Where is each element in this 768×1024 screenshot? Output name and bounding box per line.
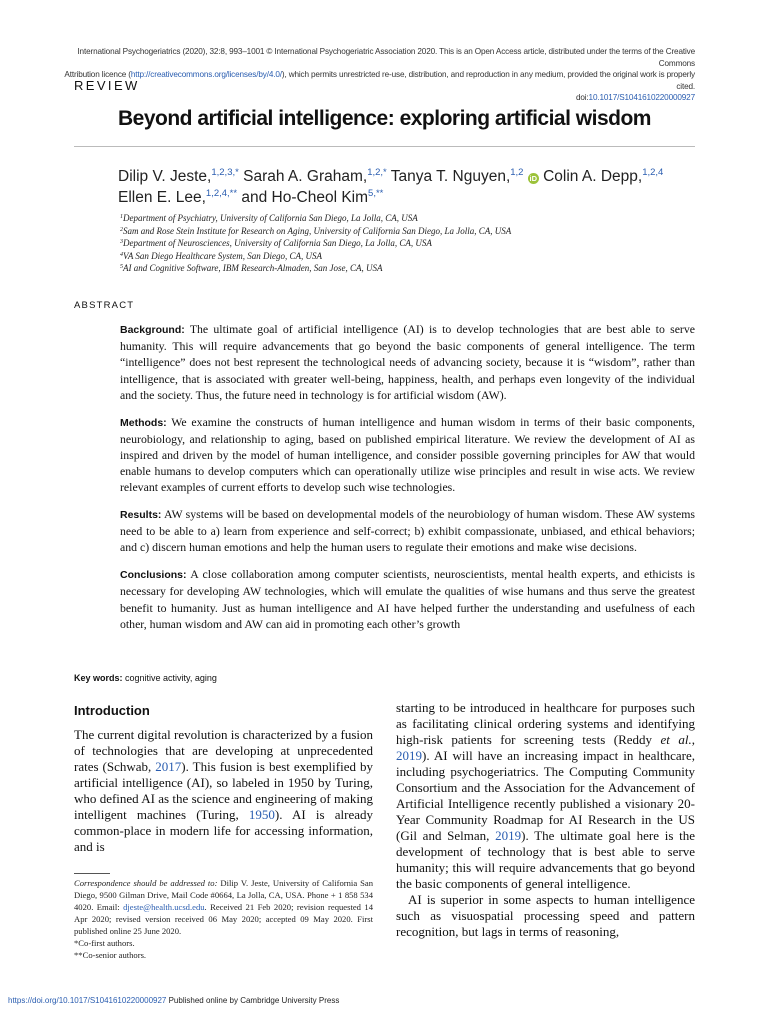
affiliation-number: 5	[120, 264, 123, 270]
affiliation-number: 1	[120, 214, 123, 220]
affiliation-text: Sam and Rose Stein Institute for Research on Aging, University of California San Diego, La Jolla, CA, USA	[123, 225, 512, 236]
author	[543, 168, 663, 185]
license-link[interactable]: http://creativecommons.org/licenses/by/4.0/	[130, 70, 282, 79]
email-link[interactable]: djeste@health.ucsd.edu	[123, 902, 205, 912]
license-text-post: ), which permits unrestricted re-use, distribution, and reproduction in any medium, provided the original work is properly cited.	[281, 70, 695, 91]
orcid-icon[interactable]: iD	[529, 174, 538, 183]
abstract-body	[120, 321, 695, 642]
body-text-italic: et al.	[660, 732, 692, 747]
keywords-text: cognitive activity, aging	[125, 673, 217, 683]
right-column	[396, 700, 695, 940]
author	[118, 168, 239, 185]
author	[118, 189, 237, 206]
author-affiliation-ref[interactable]: 5,**	[368, 188, 384, 199]
author-list	[118, 166, 708, 208]
author	[241, 189, 383, 206]
author-affiliation-ref[interactable]: 1,2,3,*	[211, 167, 239, 178]
license-text-pre: Attribution licence (	[64, 70, 131, 79]
author-name: and Ho-Cheol Kim	[241, 189, 369, 206]
abstract-label: ABSTRACT	[74, 300, 135, 311]
keywords-label: Key words:	[74, 673, 123, 683]
correspondence-note	[74, 877, 373, 937]
body-text: ). AI is already common-place in modern life for accessing information, and is	[74, 807, 373, 854]
body-paragraph	[396, 700, 695, 892]
affiliation-item	[120, 262, 700, 275]
license-line	[60, 69, 695, 92]
affiliation-list	[120, 212, 700, 275]
article-title: Beyond artificial intelligence: exploring artificial wisdom	[118, 107, 651, 130]
affiliation-text: AI and Cognitive Software, IBM Research-Almaden, San Jose, CA, USA	[123, 263, 383, 273]
abstract-methods	[120, 414, 695, 496]
body-text: ,	[691, 732, 695, 747]
footer-doi-link[interactable]: https://doi.org/10.1017/S1041610220000927	[8, 996, 167, 1005]
doi-line	[60, 92, 695, 104]
body-text: ). This fusion is best exemplified by artificial intelligence (AI), so labeled in 1950 by Turing, who defined AI as the science and engineering of making intelligent machines (Turing,	[74, 759, 373, 822]
citation-link[interactable]: 2019	[495, 828, 522, 843]
journal-citation-line: International Psychogeriatrics (2020), 32:8, 993–1001 © International Psychogeriatric Association 2020. This is an Open Access article, distributed under the terms of the Creative Commons	[77, 47, 695, 68]
author	[391, 168, 524, 185]
keywords	[74, 673, 217, 683]
abstract-section-text: A close collaboration among computer scientists, neuroscientists, mental health experts, and ethicists is necessary for developing AW technologies, which will emulate the qualities of wise humans and thus serve the greatest benefit to humanity. Just as human intelligence and AI have helped further the understanding and usefulness of each other, human wisdom and AW can aid in promoting each other’s growth	[120, 567, 695, 631]
author-affiliation-ref[interactable]: 1,2,*	[367, 167, 387, 178]
affiliation-number: 4	[120, 251, 123, 258]
abstract-results	[120, 506, 695, 556]
body-text: ). The ultimate goal here is the development of technology that is best able to serve humanity; this will require advancements that go beyond the basic components of general intelligence.	[396, 828, 695, 891]
affiliation-number: 2	[120, 226, 123, 233]
abstract-section-label: Methods:	[120, 416, 167, 429]
author-affiliation-ref[interactable]: 1,2,4	[642, 167, 664, 178]
author-name: Dilip V. Jeste,	[118, 168, 212, 185]
left-column	[74, 703, 373, 855]
author-affiliation-ref[interactable]: 1,2	[510, 167, 524, 178]
body-text: ). AI will have an increasing impact in healthcare, including psychogeriatrics. The Computing Community Consortium and the Association for the Advancement of Artificial Intelligence recently published a visionary 20-Year Community Roadmap for AI Research in the US (Gil and Selman,	[396, 748, 695, 843]
author-name: Colin A. Depp,	[543, 168, 643, 185]
author-name: Sarah A. Graham,	[243, 168, 368, 185]
section-label: REVIEW	[74, 78, 140, 93]
affiliation-number: 3	[120, 239, 123, 245]
abstract-section-text: The ultimate goal of artificial intelligence (AI) is to develop technologies that are best able to serve humanity. This will require advancements that go beyond the basic components of general intelligence. The term “intelligence” does not best represent the technological needs of advancing society, because it is “wisdom”, rather than intelligence, that is associated with greater well-being, happiness, health, and perhaps even longevity of the individual and the society. Thus, the future need in technology is for artificial wisdom (AW).	[120, 322, 695, 402]
doi-link[interactable]: 10.1017/S1041610220000927	[588, 93, 695, 102]
affiliation-item	[120, 225, 700, 238]
citation-link[interactable]: 2019	[396, 748, 422, 763]
affiliation-text: VA San Diego Healthcare System, San Diego, CA, USA	[123, 250, 323, 261]
abstract-section-label: Conclusions:	[120, 569, 187, 582]
body-paragraph	[74, 727, 373, 855]
author-name: Tanya T. Nguyen,	[390, 168, 511, 185]
title-divider	[74, 146, 695, 147]
correspondence-label: Correspondence should be addressed to:	[74, 878, 218, 888]
author-affiliation-ref[interactable]: 1,2,4,**	[205, 188, 238, 199]
abstract-section-text: We examine the constructs of human intelligence and human wisdom in terms of their basic components, neurobiology, and relationship to aging, based on published empirical literature. We review the development of AI as inspired and driven by the model of human intelligence, and consider possible governing principles for AW that would enable humans to develop computers which can operationally utilize wise principles and result in wise acts. We review relevant examples of current efforts to develop such wise technologies.	[120, 414, 695, 495]
affiliation-item	[120, 237, 700, 250]
abstract-conclusions	[120, 566, 695, 632]
affiliation-text: Department of Psychiatry, University of California San Diego, La Jolla, CA, USA	[123, 213, 418, 223]
author	[243, 168, 387, 185]
body-text: The current digital revolution is characterized by a fusion of technologies that are developing at unprecedented rates (Schwab,	[74, 727, 373, 774]
co-senior-note: **Co-senior authors.	[74, 950, 147, 960]
abstract-section-label: Results:	[120, 509, 162, 522]
footnotes	[74, 877, 373, 961]
journal-header	[60, 46, 695, 104]
correspondence-text: . Received 21 Feb 2020; revision requested 14 Apr 2020; revised version received 06 May 2020; accepted 09 May 2020. First published online 25 June 2020.	[74, 902, 373, 936]
author-name: Ellen E. Lee,	[118, 189, 206, 206]
body-paragraph: AI is superior in some aspects to human intelligence such as visuospatial processing speed and pattern recognition, but lags in terms of reasoning,	[396, 892, 695, 939]
affiliation-item	[120, 250, 700, 263]
page-footer	[8, 996, 339, 1005]
abstract-background	[120, 321, 695, 403]
abstract-section-text: AW systems will be based on developmental models of the neurobiology of human wisdom. These AW systems need to be able to a) learn from experience and self-correct; b) exhibit compassionate, unbiased, and ethical behaviors; and c) discern human emotions and help the human users to regulate their emotions and make wise decisions.	[120, 507, 695, 555]
section-heading-introduction: Introduction	[74, 703, 150, 718]
citation-link[interactable]: 1950	[248, 807, 275, 822]
abstract-section-label: Background:	[120, 324, 185, 336]
citation-link[interactable]: 2017	[155, 759, 182, 774]
footnote-divider	[74, 873, 110, 874]
body-text: starting to be introduced in healthcare for purposes such as facilitating clinical ordering systems and identifying high-risk patients for screening tests (Reddy	[396, 700, 695, 747]
affiliation-item	[120, 212, 700, 225]
correspondence-text: Dilip V. Jeste, University of California San Diego, 9500 Gilman Drive, Mail Code #0664, La Jolla, CA, USA. Phone + 1 858 534 4020. Email:	[74, 878, 373, 912]
co-first-note: *Co-first authors.	[74, 938, 135, 948]
footer-text: Published online by Cambridge University Press	[166, 996, 340, 1005]
doi-prefix: doi:	[575, 93, 589, 102]
affiliation-text: Department of Neurosciences, University of California San Diego, La Jolla, CA, USA	[123, 238, 432, 248]
